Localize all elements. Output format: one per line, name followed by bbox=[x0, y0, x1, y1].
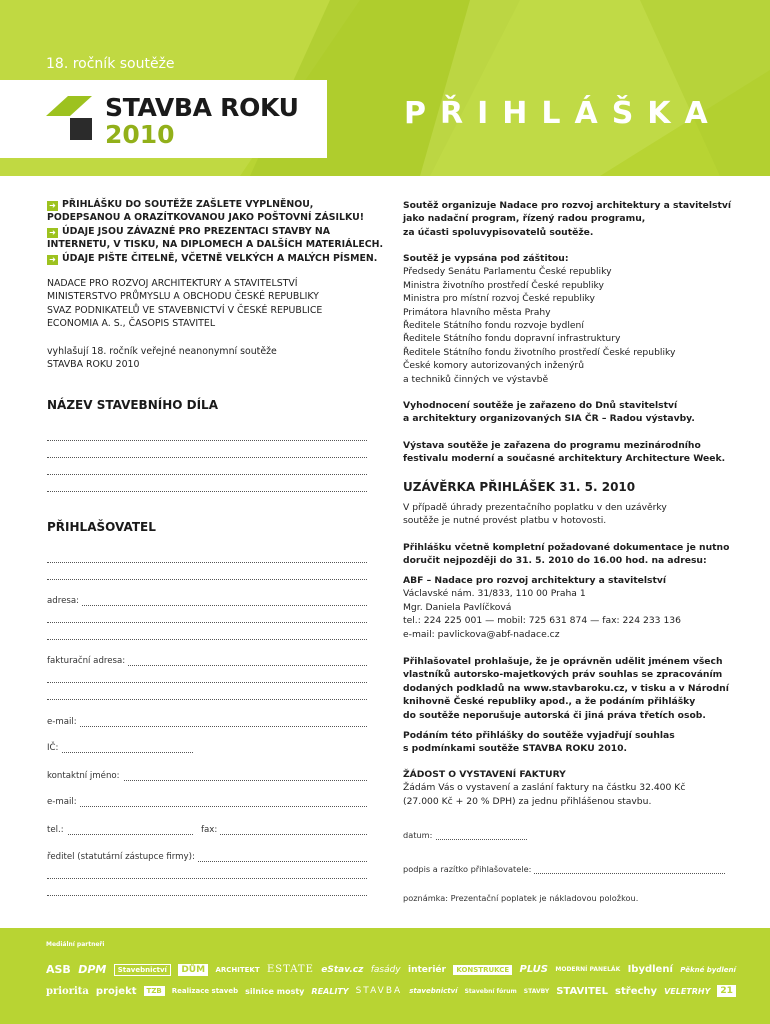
partner-logo: DPM bbox=[78, 963, 107, 976]
declaration-line: vlastníků autorsko-majetkových práv souhlas se zpracováním bbox=[403, 669, 723, 681]
patronage-title: Soutěž je vypsána pod záštitou: bbox=[403, 253, 569, 264]
intro-line: Soutěž organizuje Nadace pro rozvoj architektury a stavitelství bbox=[403, 200, 732, 211]
billing-address-line-2[interactable] bbox=[47, 682, 367, 683]
applicant-line-2[interactable] bbox=[47, 579, 367, 580]
partner-logo: Ibydlení bbox=[627, 964, 673, 975]
building-name-heading: NÁZEV STAVEBNÍHO DÍLA bbox=[47, 398, 218, 412]
building-name-line-3[interactable] bbox=[47, 474, 367, 475]
building-name-line-4[interactable] bbox=[47, 491, 367, 492]
consent-block bbox=[403, 729, 733, 756]
partner-logo: Stavebnictví bbox=[114, 964, 171, 976]
billing-address-line-3[interactable] bbox=[47, 699, 367, 700]
partner-logo: Pěkné bydlení bbox=[680, 965, 736, 974]
partner-logo: TZB bbox=[144, 986, 165, 996]
left-column-intro bbox=[47, 198, 384, 371]
patron: Ministra životního prostředí České republiky bbox=[403, 279, 604, 291]
invoice-block bbox=[403, 768, 733, 808]
consent-line: Podáním této přihlášky do soutěže vyjadřují souhlas bbox=[403, 730, 675, 741]
partner-logo: STAVITEL bbox=[556, 985, 609, 997]
edition-label: 18. ročník soutěže bbox=[46, 56, 175, 72]
declaration-line: knihovně České republiky apod., a že podáním přihlášky bbox=[403, 696, 696, 708]
director-line-2[interactable] bbox=[47, 878, 367, 879]
organizer: MINISTERSTVO PRŮMYSLU A OBCHODU ČESKÉ REPUBLIKY bbox=[47, 291, 319, 303]
declaration-line: do soutěže neporušuje autorská či jiná práva třetích osob. bbox=[403, 709, 706, 721]
address-label: adresa: bbox=[47, 596, 82, 606]
partner-logo: Stavební fórum bbox=[464, 987, 517, 995]
organizers-list bbox=[47, 277, 367, 331]
director-line-3[interactable] bbox=[47, 895, 367, 896]
intro-line: jako nadační program, řízený radou programu, bbox=[403, 213, 646, 225]
declaration-block bbox=[403, 655, 733, 722]
payment-block bbox=[403, 501, 733, 528]
partner-logo: DŮM bbox=[178, 964, 208, 976]
patron: Ředitele Státního fondu rozvoje bydlení bbox=[403, 320, 584, 332]
date-label: datum: bbox=[403, 830, 435, 840]
patron: Ministra pro místní rozvoj České republiky bbox=[403, 293, 595, 305]
deadline-heading: UZÁVĚRKA PŘIHLÁŠEK 31. 5. 2010 bbox=[403, 480, 636, 494]
instruction-line: PODEPSANOU A ORAZÍTKOVANOU JAKO POŠTOVNÍ ZÁSILKU! bbox=[47, 212, 365, 224]
signature-label: podpis a razítko přihlašovatele: bbox=[403, 864, 534, 874]
address-line: Václavské nám. 31/833, 110 00 Praha 1 bbox=[403, 588, 586, 600]
delivery-line: Přihlášku včetně kompletní požadované dokumentace je nutno bbox=[403, 542, 730, 553]
invoice-line: Žádám Vás o vystavení a zaslání faktury na částku 32.400 Kč bbox=[403, 782, 686, 794]
partner-logo: ASB bbox=[46, 963, 71, 976]
stavba-roku-logo-mark bbox=[46, 96, 94, 142]
patron: Primátora hlavního města Prahy bbox=[403, 306, 551, 318]
address-line-3[interactable] bbox=[47, 639, 367, 640]
partner-logo: MODERNÍ PANELÁK bbox=[555, 966, 621, 973]
contact-email-label: e-mail: bbox=[47, 797, 80, 807]
address-line: e-mail: pavlickova@abf-nadace.cz bbox=[403, 628, 560, 640]
email-field[interactable] bbox=[47, 726, 367, 727]
contact-address-block bbox=[403, 574, 733, 641]
partner-logo: VELETRHY bbox=[664, 986, 711, 996]
organizer: SVAZ PODNIKATELŮ VE STAVEBNICTVÍ V ČESKÉ REPUBLICE bbox=[47, 304, 323, 316]
patron: Ředitele Státního fondu životního prostředí České republiky bbox=[403, 346, 676, 358]
organizer: NADACE PRO ROZVOJ ARCHITEKTURY A STAVITELSTVÍ bbox=[47, 278, 298, 290]
organizer-info bbox=[403, 199, 733, 239]
partner-logos-row-2 bbox=[46, 985, 736, 997]
payment-line: V případě úhrady prezentačního poplatku v den uzávěrky bbox=[403, 502, 667, 513]
partner-logo: KONSTRUKCE bbox=[453, 965, 512, 975]
patron: Předsedy Senátu Parlamentu České republiky bbox=[403, 266, 612, 278]
partner-logo: 21 bbox=[717, 985, 736, 997]
applicant-line-1[interactable] bbox=[47, 562, 367, 563]
partner-logo: REALITY bbox=[311, 986, 349, 996]
patron: a techniků činných ve výstavbě bbox=[403, 373, 549, 385]
address-line: Mgr. Daniela Pavlíčková bbox=[403, 601, 512, 613]
note-text: poznámka: Prezentační poplatek je nákladovou položkou. bbox=[403, 893, 641, 903]
partner-logo: ARCHITEKT bbox=[215, 965, 260, 974]
delivery-block bbox=[403, 541, 733, 568]
exhibition-block bbox=[403, 439, 733, 466]
instruction-line: ➜ ÚDAJE JSOU ZÁVAZNÉ PRO PREZENTACI STAVBY NA bbox=[47, 225, 367, 238]
instruction-line: INTERNETU, V TISKU, NA DIPLOMECH A DALŠÍCH MATERIÁLECH. bbox=[47, 239, 384, 251]
arrow-right-icon: ➜ bbox=[47, 228, 58, 238]
partner-logo: priorita bbox=[46, 985, 89, 997]
patron: Ředitele Státního fondu dopravní infrastruktury bbox=[403, 333, 621, 345]
fax-label: fax: bbox=[201, 825, 220, 835]
organizer: ECONOMIA A. S., ČASOPIS STAVITEL bbox=[47, 318, 216, 330]
invoice-title: ŽÁDOST O VYSTAVENÍ FAKTURY bbox=[403, 769, 566, 780]
declaration-line: dodaných podkladů na www.stavbaroku.cz, v tisku a v Národní bbox=[403, 682, 729, 694]
contact-name-label: kontaktní jméno: bbox=[47, 771, 123, 781]
ic-field[interactable] bbox=[47, 752, 193, 753]
logo-title: STAVBA ROKU bbox=[105, 93, 299, 122]
evaluation-block bbox=[403, 399, 733, 426]
contact-email-field[interactable] bbox=[47, 806, 367, 807]
arrow-right-icon: ➜ bbox=[47, 255, 58, 265]
email-label: e-mail: bbox=[47, 717, 80, 727]
exhibition-line: Výstava soutěže je zařazena do programu mezinárodního bbox=[403, 440, 701, 451]
partner-logo: střechy bbox=[615, 985, 658, 997]
evaluation-line: a architektury organizovaných SIA ČR – Radou výstavby. bbox=[403, 413, 695, 425]
delivery-line: doručit nejpozději do 31. 5. 2010 do 16.00 hod. na adresu: bbox=[403, 555, 707, 567]
partner-logos-row-1 bbox=[46, 963, 736, 976]
patron: České komory autorizovaných inženýrů bbox=[403, 360, 585, 372]
partner-logo: STAVBA bbox=[355, 986, 403, 996]
announcement-line: vyhlašují 18. ročník veřejné neanonymní soutěže bbox=[47, 345, 277, 357]
exhibition-line: festivalu moderní a současné architektury Architecture Week. bbox=[403, 453, 726, 465]
partner-logo: PLUS bbox=[519, 964, 549, 975]
invoice-line: (27.000 Kč + 20 % DPH) za jednu přihlášenou stavbu. bbox=[403, 795, 652, 807]
header-banner bbox=[0, 0, 770, 176]
instruction-line: ➜ PŘIHLÁŠKU DO SOUTĚŽE ZAŠLETE VYPLNĚNOU, bbox=[47, 198, 367, 211]
billing-address-label: fakturační adresa: bbox=[47, 656, 128, 666]
declaration-line: Přihlašovatel prohlašuje, že je oprávněn udělit jménem všech bbox=[403, 656, 723, 667]
director-label: ředitel (statutární zástupce firmy): bbox=[47, 852, 198, 862]
intro-line: za účasti spoluvypisovatelů soutěže. bbox=[403, 226, 594, 238]
partner-logo: projekt bbox=[95, 985, 137, 997]
consent-line: s podmínkami soutěže STAVBA ROKU 2010. bbox=[403, 743, 627, 755]
logo-year: 2010 bbox=[105, 120, 175, 149]
building-name-line-2[interactable] bbox=[47, 457, 367, 458]
address-line: tel.: 224 225 001 — mobil: 725 631 874 — fax: 224 233 136 bbox=[403, 615, 681, 627]
instruction-line: ➜ ÚDAJE PIŠTE ČITELNĚ, VČETNĚ VELKÝCH A MALÝCH PÍSMEN. bbox=[47, 252, 367, 265]
evaluation-line: Vyhodnocení soutěže je zařazeno do Dnů stavitelství bbox=[403, 400, 678, 411]
partner-logo: Realizace staveb bbox=[171, 987, 239, 995]
address-line-2[interactable] bbox=[47, 622, 367, 623]
patronage-block bbox=[403, 252, 733, 386]
media-partners-footer bbox=[0, 928, 770, 1024]
announcement-line: STAVBA ROKU 2010 bbox=[47, 359, 140, 371]
building-name-line-1[interactable] bbox=[47, 440, 367, 441]
partner-logo: STAVBY bbox=[523, 987, 550, 995]
ic-label: IČ: bbox=[47, 743, 61, 753]
partner-logo: interiér bbox=[408, 964, 446, 975]
address-line: ABF – Nadace pro rozvoj architektury a stavitelství bbox=[403, 575, 666, 586]
partner-logo: eStav.cz bbox=[321, 964, 364, 975]
phone-field[interactable] bbox=[47, 834, 193, 835]
logo bbox=[0, 80, 327, 158]
partner-logo: silnice mosty bbox=[245, 986, 305, 996]
arrow-right-icon: ➜ bbox=[47, 201, 58, 211]
partner-logo: stavebnictví bbox=[409, 987, 458, 995]
fax-field[interactable] bbox=[201, 834, 367, 835]
form-title: PŘIHLÁŠKA bbox=[404, 96, 722, 131]
address-field[interactable] bbox=[47, 605, 367, 606]
announcement bbox=[47, 345, 367, 372]
partners-title: Mediální partneři bbox=[46, 941, 105, 948]
partner-logo: ESTATE bbox=[266, 964, 314, 975]
payment-line: soutěže je nutné provést platbu v hotovosti. bbox=[403, 515, 607, 527]
partner-logo: fasády bbox=[370, 964, 401, 975]
applicant-heading: PŘIHLAŠOVATEL bbox=[47, 520, 156, 534]
phone-label: tel.: bbox=[47, 825, 67, 835]
